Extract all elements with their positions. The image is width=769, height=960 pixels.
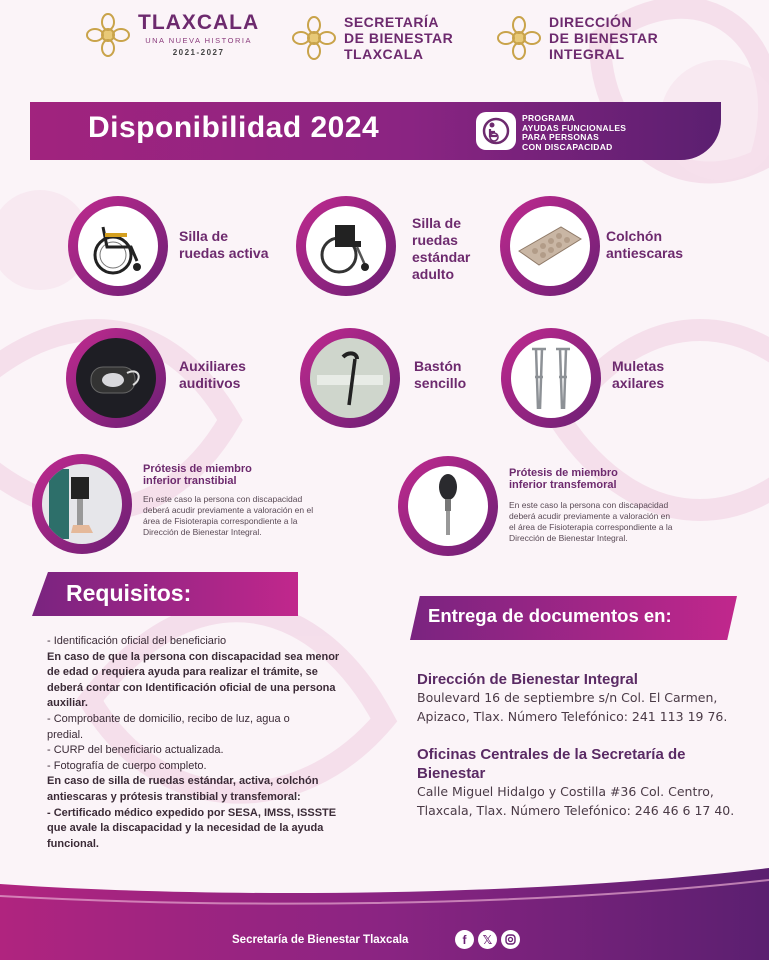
- req-line-14: funcional.: [47, 837, 99, 850]
- protesis-transfemoral-desc: [509, 500, 673, 544]
- instagram-icon[interactable]: [501, 930, 520, 949]
- transtibial-desc-2: deberá acudir previamente a valoración en el: [143, 505, 314, 515]
- requisitos-list: [47, 634, 377, 852]
- item-label-silla-estandar: [412, 215, 470, 283]
- office-2-addr-1: Calle Miguel Hidalgo y Costilla #36 Col. Centro,: [417, 784, 714, 799]
- req-line-12: - Certificado médico expedido por SESA, IMSS, ISSSTE: [47, 806, 337, 819]
- item-label-muletas: [612, 358, 664, 392]
- item-label-colchon: [606, 228, 683, 262]
- protesis-transtibial-desc: [143, 494, 313, 538]
- footer-band: [0, 868, 769, 960]
- program-badge: [476, 112, 516, 150]
- secretaria-line-3: TLAXCALA: [344, 46, 424, 62]
- hearing-aid-icon: [83, 353, 149, 403]
- accessibility-program-icon: [481, 117, 511, 145]
- entrega-title: Entrega de documentos en:: [428, 605, 672, 626]
- transtibial-desc-1: En este caso la persona con discapacidad: [143, 494, 303, 504]
- footer-text: Secretaría de Bienestar Tlaxcala: [232, 934, 409, 946]
- transtibial-title-1: Prótesis de miembro: [143, 463, 252, 475]
- office-2-name-2: Bienestar: [417, 765, 486, 782]
- office-2-addr-2: Tlaxcala, Tlax. Número Telefónico: 246 46 6 17 40.: [417, 802, 735, 818]
- req-line-9: - Fotografía de cuerpo completo.: [47, 759, 207, 772]
- flower-emblem-icon: [497, 16, 541, 60]
- transfemoral-desc-3: el área de Fisioterapia correspondiente a la: [509, 522, 673, 532]
- logo-years: 2021-2027: [172, 48, 225, 57]
- req-line-7: predial.: [47, 728, 84, 741]
- transfemoral-desc-4: Dirección de Bienestar Integral.: [509, 533, 628, 543]
- direccion-line-2: DE BIENESTAR: [549, 30, 659, 46]
- crutches-icon: [518, 343, 584, 413]
- colchon-line-1: Colchón: [606, 228, 662, 244]
- direccion-line-3: INTEGRAL: [549, 46, 625, 62]
- baston-line-1: Bastón: [414, 358, 462, 374]
- protesis-transtibial-title: [143, 463, 252, 487]
- muletas-image: [501, 328, 601, 428]
- muletas-line-1: Muletas: [612, 358, 665, 374]
- instagram-glyph-icon: [505, 934, 516, 945]
- direccion-line-1: DIRECCIÓN: [549, 14, 633, 30]
- tlaxcala-logo: [86, 12, 259, 57]
- transfemoral-title-2: inferior transfemoral: [509, 479, 617, 491]
- auxiliares-line-1: Auxiliares: [179, 358, 246, 374]
- transfemoral-desc-2: deberá acudir previamente a valoración en: [509, 511, 671, 521]
- silla-activa-line-2: ruedas activa: [179, 245, 269, 261]
- mattress-icon: [515, 221, 585, 271]
- item-label-auxiliares: [179, 358, 246, 392]
- silla-estandar-image: [296, 196, 396, 296]
- wheelchair-icon: [313, 213, 379, 279]
- protesis-transfemoral-image: [398, 456, 498, 556]
- req-line-11: antiescaras y prótesis transtibial y transfemoral:: [47, 790, 301, 803]
- office-1-addr-1: Boulevard 16 de septiembre s/n Col. El Carmen,: [417, 690, 718, 705]
- req-line-8: - CURP del beneficiario actualizada.: [47, 744, 224, 757]
- program-line-1: PROGRAMA: [522, 113, 575, 123]
- req-line-5: auxiliar.: [47, 697, 88, 710]
- prosthesis-leg-icon: [428, 471, 468, 541]
- req-line-3: de edad o requiera ayuda para realizar el trámite, se: [47, 666, 318, 679]
- silla-estandar-line-2: ruedas: [412, 232, 458, 248]
- program-line-2: AYUDAS FUNCIONALES: [522, 122, 627, 133]
- silla-estandar-line-4: adulto: [412, 266, 454, 282]
- baston-image: [300, 328, 400, 428]
- req-line-4: deberá contar con Identificación oficial de una persona: [47, 681, 336, 694]
- silla-activa-image: [68, 196, 168, 296]
- muletas-line-2: axilares: [612, 375, 665, 391]
- office-1-addr-2: Apizaco, Tlax. Número Telefónico: 241 113 19 76.: [417, 708, 728, 724]
- auxiliares-image: [66, 328, 166, 428]
- logo-title: TLAXCALA: [138, 11, 260, 34]
- x-icon[interactable]: 𝕏: [478, 930, 497, 949]
- silla-estandar-line-3: estándar: [412, 249, 471, 265]
- baston-line-2: sencillo: [414, 375, 467, 391]
- silla-estandar-line-1: Silla de: [412, 215, 462, 231]
- prosthesis-leg-icon: [49, 469, 115, 539]
- secretaria-line-2: DE BIENESTAR: [344, 30, 454, 46]
- colchon-image: [500, 196, 600, 296]
- logo-subtitle: UNA NUEVA HISTORIA: [145, 36, 252, 45]
- item-label-silla-activa: [179, 228, 269, 262]
- transtibial-title-2: inferior transtibial: [143, 475, 237, 487]
- facebook-icon[interactable]: f: [455, 930, 474, 949]
- page-title: Disponibilidad 2024: [88, 111, 380, 144]
- wheelchair-icon: [85, 213, 151, 279]
- cane-icon: [317, 345, 383, 411]
- item-label-baston: [414, 358, 466, 392]
- requisitos-title: Requisitos:: [66, 580, 192, 606]
- office-direccion: [417, 670, 752, 726]
- colchon-line-2: antiescaras: [606, 245, 684, 261]
- transtibial-desc-4: Dirección de Bienestar Integral.: [143, 527, 262, 537]
- req-line-10: En caso de silla de ruedas estándar, activa, colchón: [47, 775, 319, 788]
- office-1-name: Dirección de Bienestar Integral: [417, 671, 638, 688]
- req-line-1: - Identificación oficial del beneficiario: [47, 635, 227, 647]
- protesis-transfemoral-title: [509, 467, 618, 491]
- direccion-logo: [497, 14, 658, 62]
- req-line-2: En caso de que la persona con discapacidad sea menor: [47, 650, 340, 663]
- auxiliares-line-2: auditivos: [179, 375, 241, 391]
- program-line-4: CON DISCAPACIDAD: [522, 141, 613, 152]
- req-line-13: que avale la discapacidad y la necesidad de la ayuda: [47, 822, 324, 835]
- protesis-transtibial-image: [32, 454, 132, 554]
- office-centrales: [417, 745, 752, 820]
- program-line-3: PARA PERSONAS: [522, 132, 600, 142]
- flower-emblem-icon: [86, 13, 130, 57]
- program-label: [522, 114, 626, 152]
- flower-emblem-icon: [292, 16, 336, 60]
- office-2-name-1: Oficinas Centrales de la Secretaría de: [417, 746, 686, 763]
- secretaria-line-1: SECRETARÍA: [344, 14, 439, 30]
- silla-activa-line-1: Silla de: [179, 228, 229, 244]
- req-line-6: - Comprobante de domicilio, recibo de luz, agua o: [47, 712, 290, 725]
- transfemoral-title-1: Prótesis de miembro: [509, 467, 618, 479]
- secretaria-logo: [292, 14, 453, 62]
- transfemoral-desc-1: En este caso la persona con discapacidad: [509, 500, 669, 510]
- transtibial-desc-3: área de Fisioterapia correspondiente a la: [143, 516, 298, 526]
